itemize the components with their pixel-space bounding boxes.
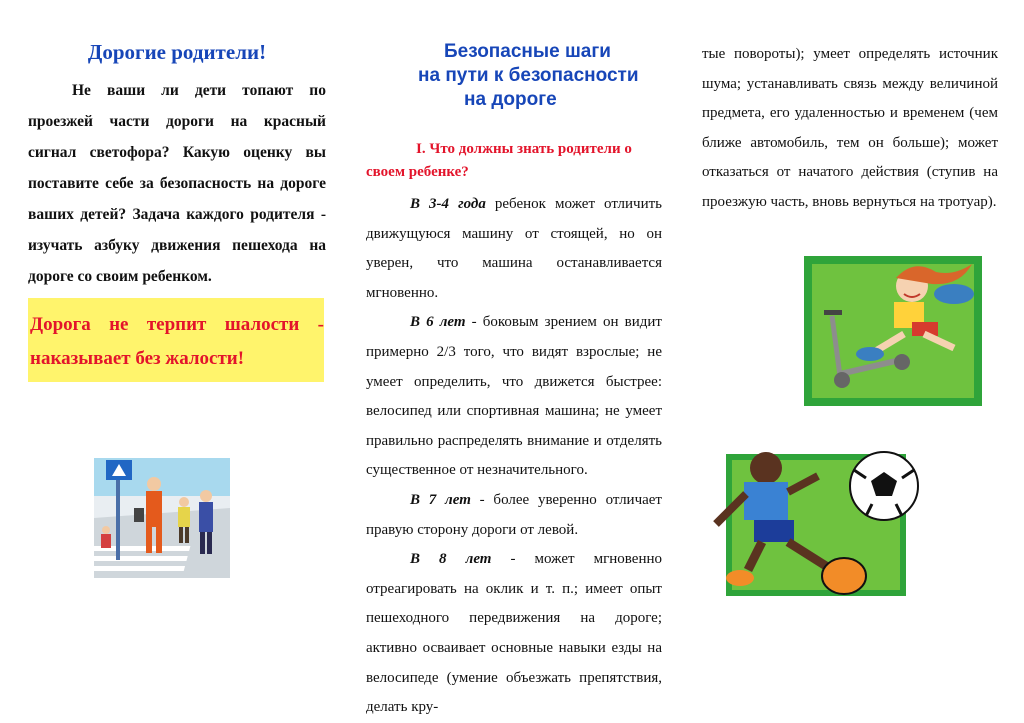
- section-heading: I. Что должны знать родители о своем ребенке?: [366, 141, 632, 180]
- age-text: - может мгновенно отреагировать на оклик и т. п.; имеет опыт пешеходного передвижения на дороге; активно осваивает основные навыки езды на велосипеде (умение объезжать препятствия, делать кру-: [366, 551, 662, 716]
- left-panel-paragraph: Не ваши ли дети топают по проезжей части дороги на красный сигнал светофора? Какую оценку вы поставите себе за безопасность на дороге ваших детей? Задача каждого родителя - изучать азбуку движения пешехода на дороге со своим ребенком.: [28, 82, 326, 285]
- age-label: В 3-4 года: [410, 196, 486, 212]
- middle-panel-title: [410, 40, 660, 112]
- age-text: ребенок может отличить движущуюся машину от стоящей, но он уверен, что машина останавливается мгновенно.: [366, 196, 662, 301]
- age-text: - более уверенно отличает правую сторону дороги от левой.: [366, 491, 662, 538]
- age-label: В 7 лет: [410, 491, 471, 508]
- title-line-3: на дороге: [464, 89, 557, 110]
- age-item: [366, 486, 662, 545]
- age-item: [366, 190, 662, 308]
- age-text: - боковым зрением он видит примерно 2/3 того, что видят взрослые; не умеет определить, что движется быстрее: велосипед или спортивная машина; не умеет правильно распределять внимание и отделять существенное от незначительного.: [366, 314, 662, 479]
- age-label: В 6 лет: [410, 314, 466, 331]
- crosswalk-illustration: [94, 458, 230, 578]
- age-item: [366, 308, 662, 486]
- title-line-1: Безопасные шаги: [444, 41, 611, 62]
- age-label: В 8 лет: [410, 551, 492, 568]
- left-panel-title: Дорогие родители!: [87, 40, 267, 64]
- title-line-2: на пути к безопасности: [418, 65, 639, 86]
- age-item: [366, 545, 662, 723]
- soccer-kid-illustration: [706, 450, 928, 605]
- scooter-kid-illustration: [804, 256, 982, 406]
- age-items: [366, 190, 662, 723]
- right-panel-text: тые повороты); умеет определять источник шума; устанавливать связь между величиной предмета, его удаленностью и временем (чем ближе автомобиль, тем он больше); может отказаться от начатого действия (ступив на проезжую часть, вновь вернуться на тротуар).: [702, 46, 998, 210]
- slogan-text: Дорога не терпит шалости - наказывает без жалости!: [30, 314, 324, 369]
